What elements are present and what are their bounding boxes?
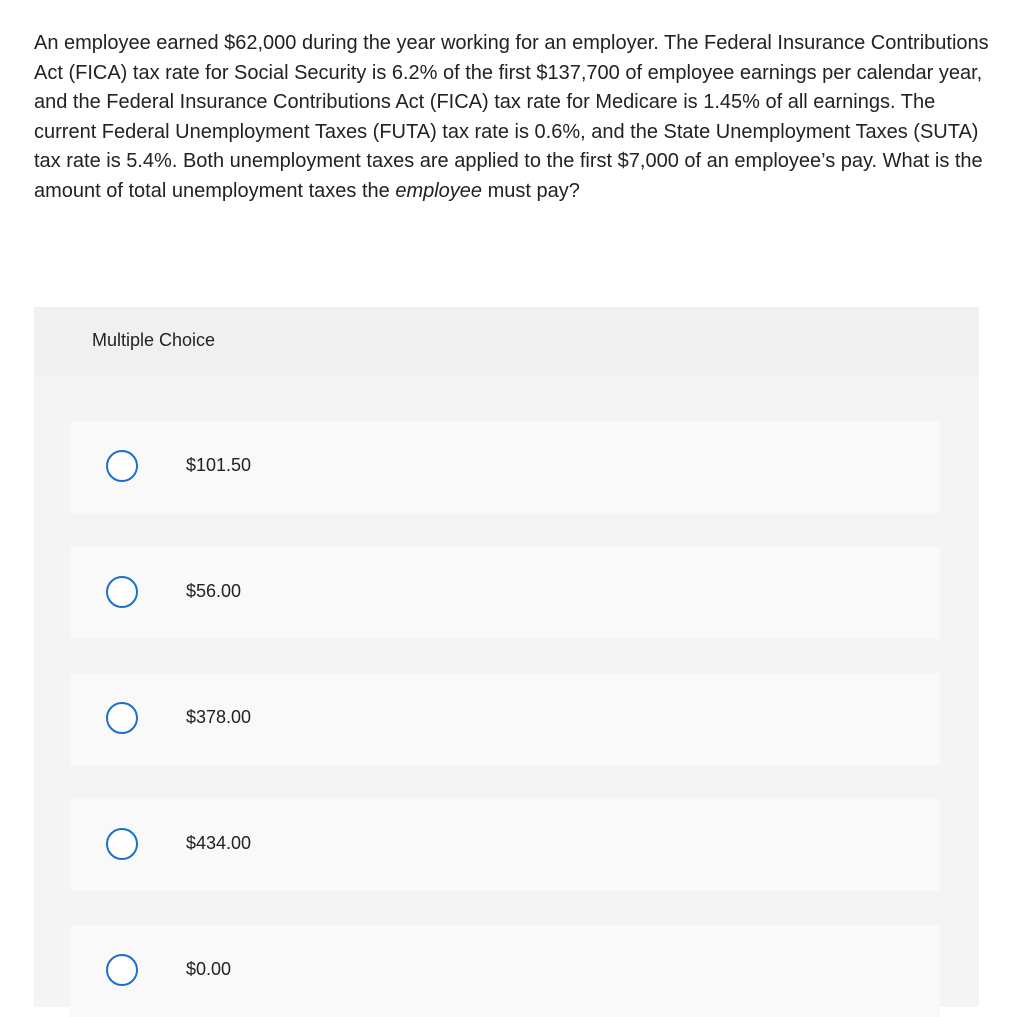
multiple-choice-header [34, 307, 979, 376]
choice-option-5[interactable] [70, 925, 940, 1017]
question-text-part2: must pay? [482, 179, 580, 202]
question-emphasis: employee [395, 179, 483, 202]
choice-label: $0.00 [186, 959, 232, 979]
choice-label: $378.00 [186, 707, 252, 727]
choice-option-1[interactable] [70, 421, 940, 513]
choice-option-3[interactable] [70, 673, 940, 765]
choice-label: $434.00 [186, 833, 252, 853]
question-text [34, 29, 994, 206]
choice-label: $56.00 [186, 581, 242, 601]
choices-list [34, 376, 979, 1007]
multiple-choice-panel [34, 307, 979, 1007]
choice-option-2[interactable] [70, 547, 940, 639]
radio-button[interactable] [106, 450, 138, 482]
question-text-part1: An employee earned $62,000 during the year working for an employer. The Federal Insurance Contributions Act (FICA) tax rate for Social Security is 6.2% of the first $137,700 of employee earnings per calendar year, and the Federal Insurance Contributions Act (FICA) tax rate for Medicare is 1.45% of all earnings. The current Federal Unemployment Taxes (FUTA) tax rate is 0.6%, and the State Unemployment Taxes (SUTA) tax rate is 5.4%. Both unemployment taxes are applied to the first $7,000 of an employee’s pay. What is the amount of total unemployment taxes the [34, 32, 989, 202]
choice-label: $101.50 [186, 455, 252, 475]
choice-option-4[interactable] [70, 799, 940, 891]
radio-button[interactable] [106, 954, 138, 986]
multiple-choice-label: Multiple Choice [92, 330, 216, 350]
radio-button[interactable] [106, 702, 138, 734]
radio-button[interactable] [106, 576, 138, 608]
radio-button[interactable] [106, 828, 138, 860]
